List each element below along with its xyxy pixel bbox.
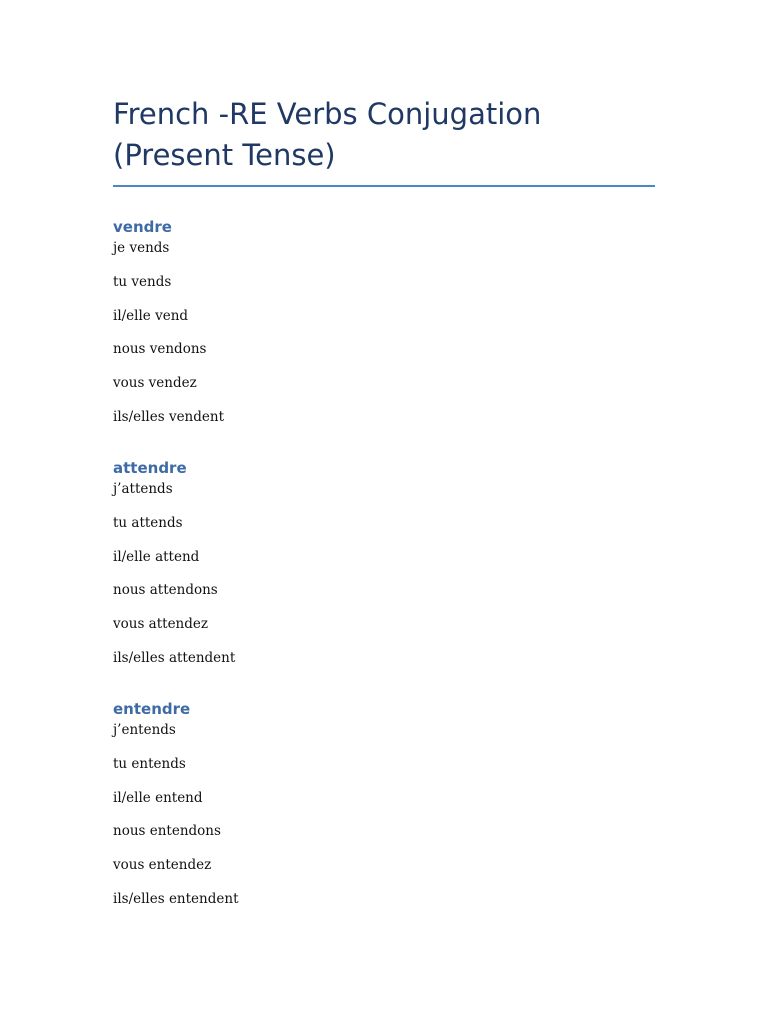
conjugation-form: tu vends	[113, 273, 172, 290]
conjugation-form: il/elle attend	[113, 548, 200, 565]
conjugation-form: nous attendons	[113, 582, 218, 599]
conjugation-form: j’attends	[113, 480, 173, 497]
conjugation-form: nous vendons	[113, 341, 207, 358]
conjugation-form: il/elle entend	[113, 789, 203, 806]
conjugation-form: ils/elles vendent	[113, 408, 225, 425]
verb-section-vendre	[113, 217, 655, 426]
document-page	[113, 94, 655, 908]
verb-section-entendre	[113, 699, 655, 908]
conjugation-form: nous entendons	[113, 823, 221, 840]
verb-heading: vendre	[113, 218, 172, 236]
conjugation-form: tu attends	[113, 514, 183, 531]
conjugation-form: j’entends	[113, 721, 176, 738]
conjugation-list	[113, 239, 655, 426]
conjugation-form: vous attendez	[113, 616, 208, 633]
conjugation-form: je vends	[113, 240, 170, 256]
verb-heading: entendre	[113, 699, 191, 718]
verb-section-attendre	[113, 458, 655, 667]
conjugation-form: tu entends	[113, 755, 186, 772]
conjugation-list	[113, 721, 655, 908]
page-title: French -RE Verbs Conjugation (Present Tense)	[113, 94, 655, 187]
conjugation-form: vous entendez	[113, 857, 212, 874]
conjugation-form: il/elle vend	[113, 307, 189, 324]
conjugation-form: ils/elles entendent	[113, 890, 239, 907]
conjugation-list	[113, 480, 655, 667]
conjugation-form: ils/elles attendent	[113, 649, 236, 666]
verb-heading: attendre	[113, 458, 187, 477]
conjugation-form: vous vendez	[113, 375, 197, 392]
